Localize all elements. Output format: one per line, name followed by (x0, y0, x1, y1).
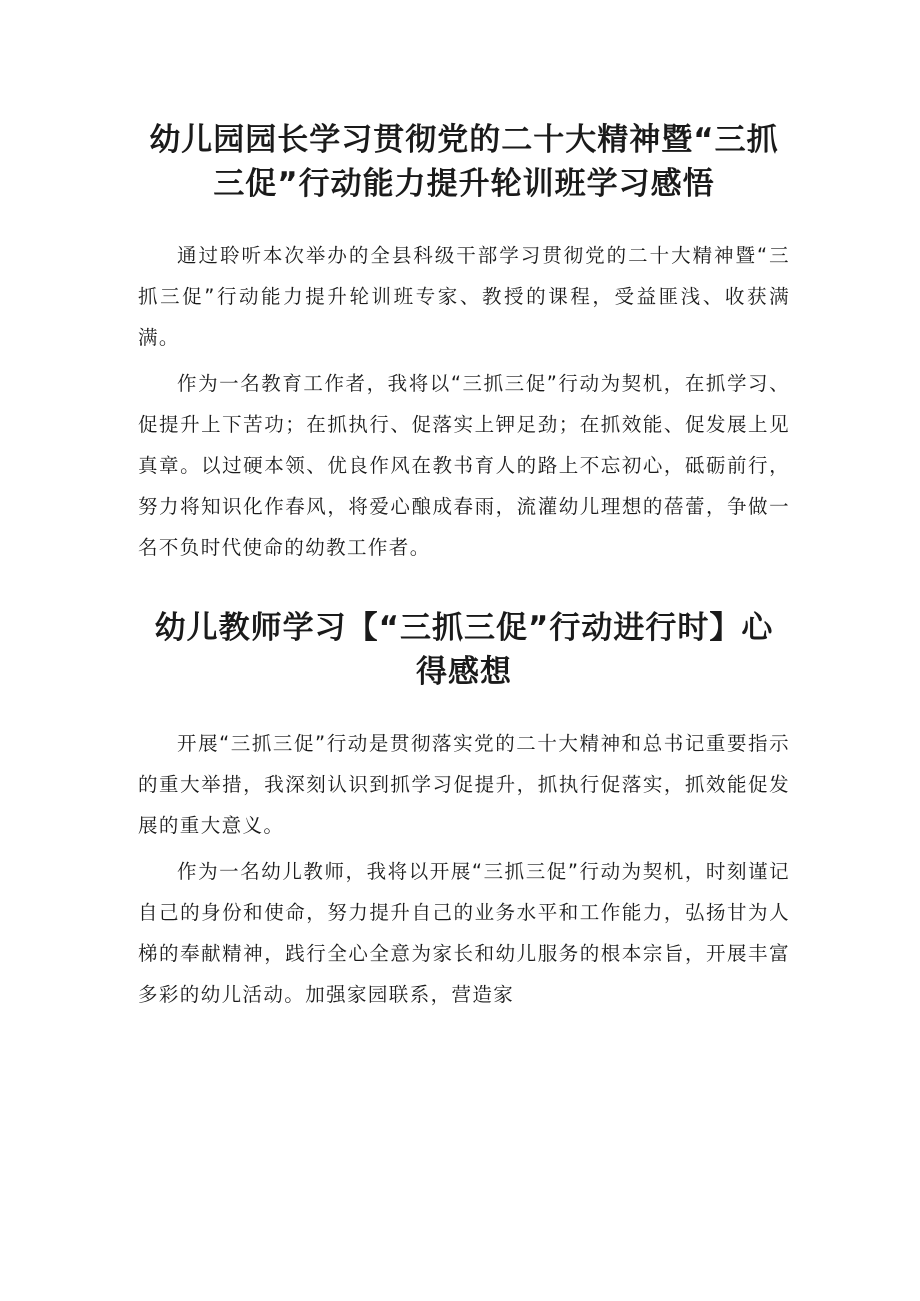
section2-title-line1: 幼儿教师学习【“三抓三促”行动进行时】心 (154, 610, 774, 646)
section1-title (138, 118, 790, 206)
section2-title (138, 606, 790, 694)
section2-paragraph-1: 开展“三抓三促”行动是贯彻落实党的二十大精神和总书记重要指示的重大举措，我深刻认识到抓学习促提升，抓执行促落实，抓效能促发展的重大意义。 (138, 732, 790, 837)
section1-paragraph-2: 作为一名教育工作者，我将以“三抓三促”行动为契机，在抓学习、促提升上下苦功；在抓执行、促落实上钾足劲；在抓效能、促发展上见真章。以过硬本领、优良作风在教书育人的路上不忘初心，砥砺前行，努力将知识化作春风，将爱心酿成春雨，流灌幼儿理想的蓓蕾，争做一名不负时代使命的幼教工作者。 (138, 372, 790, 559)
section1-title-line2: 三促”行动能力提升轮训班学习感悟 (213, 166, 715, 202)
document-content (138, 118, 790, 1015)
section1-paragraph-1: 通过聆听本次举办的全县科级干部学习贯彻党的二十大精神暨“三抓三促”行动能力提升轮训班专家、教授的课程，受益匪浅、收获满满。 (138, 244, 790, 349)
section1-title-line1: 幼儿园园长学习贯彻党的二十大精神暨“三抓 (149, 122, 779, 158)
section2-paragraph-2: 作为一名幼儿教师，我将以开展“三抓三促”行动为契机，时刻谨记自己的身份和使命，努力提升自己的业务水平和工作能力，弘扬甘为人梯的奉献精神，践行全心全意为家长和幼儿服务的根本宗旨，开展丰富多彩的幼儿活动。加强家园联系，营造家 (138, 860, 790, 1006)
section2-title-line2: 得感想 (416, 654, 512, 690)
